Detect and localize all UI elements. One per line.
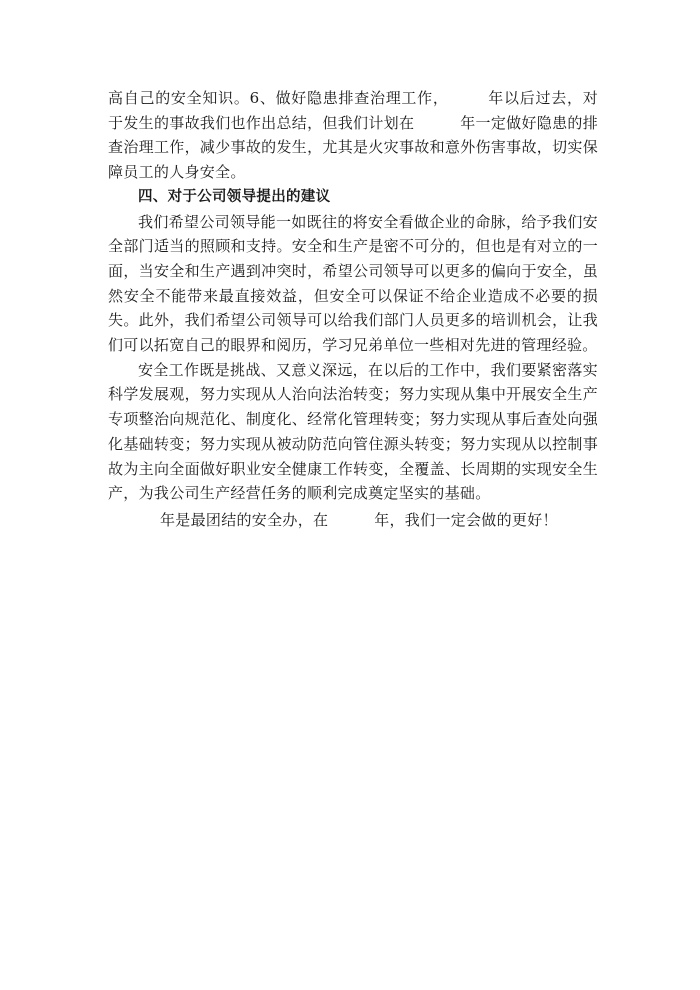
paragraph-leadership-support: 我们希望公司领导能一如既往的将安全看做企业的命脉，给予我们安全部门适当的照顾和支持。安全和生产是密不可分的，但也是有对立的一面，当安全和生产遇到冲突时，希望公司领导可以更多的偏向于安全，虽然安全不能带来最直接效益，但安全可以保证不给企业造成不必要的损失。此外，我们希望公司领导可以给我们部门人员更多的培训机会，让我们可以拓宽自己的眼界和阅历，学习兄弟单位一些相对先进的管理经验。 (108, 212, 598, 355)
document-body (108, 86, 598, 533)
section-heading-suggestions: 四、对于公司领导提出的建议 (138, 188, 331, 205)
paragraph-safety-work: 安全工作既是挑战、又意义深远，在以后的工作中，我们要紧密落实科学发展观，努力实现从人治向法治转变；努力实现从集中开展安全生产专项整治向规范化、制度化、经常化管理转变；努力实现从事后查处向强化基础转变；努力实现从被动防范向管住源头转变；努力实现从以控制事故为主向全面做好职业安全健康工作转变，全覆盖、长周期的实现安全生产，为我公司生产经营任务的顺利完成奠定坚实的基础。 (108, 360, 598, 503)
paragraph-closing: 年是最团结的安全办，在 年，我们一定会做的更好！ (160, 510, 558, 529)
paragraph-hazard-inspection: 高自己的安全知识。6、做好隐患排查治理工作， 年以后过去，对于发生的事故我们也作出总结，但我们计划在 年一定做好隐患的排查治理工作，减少事故的发生，尤其是火灾事故和意外伤害事故，切实保障员工的人身安全。 (108, 89, 598, 182)
